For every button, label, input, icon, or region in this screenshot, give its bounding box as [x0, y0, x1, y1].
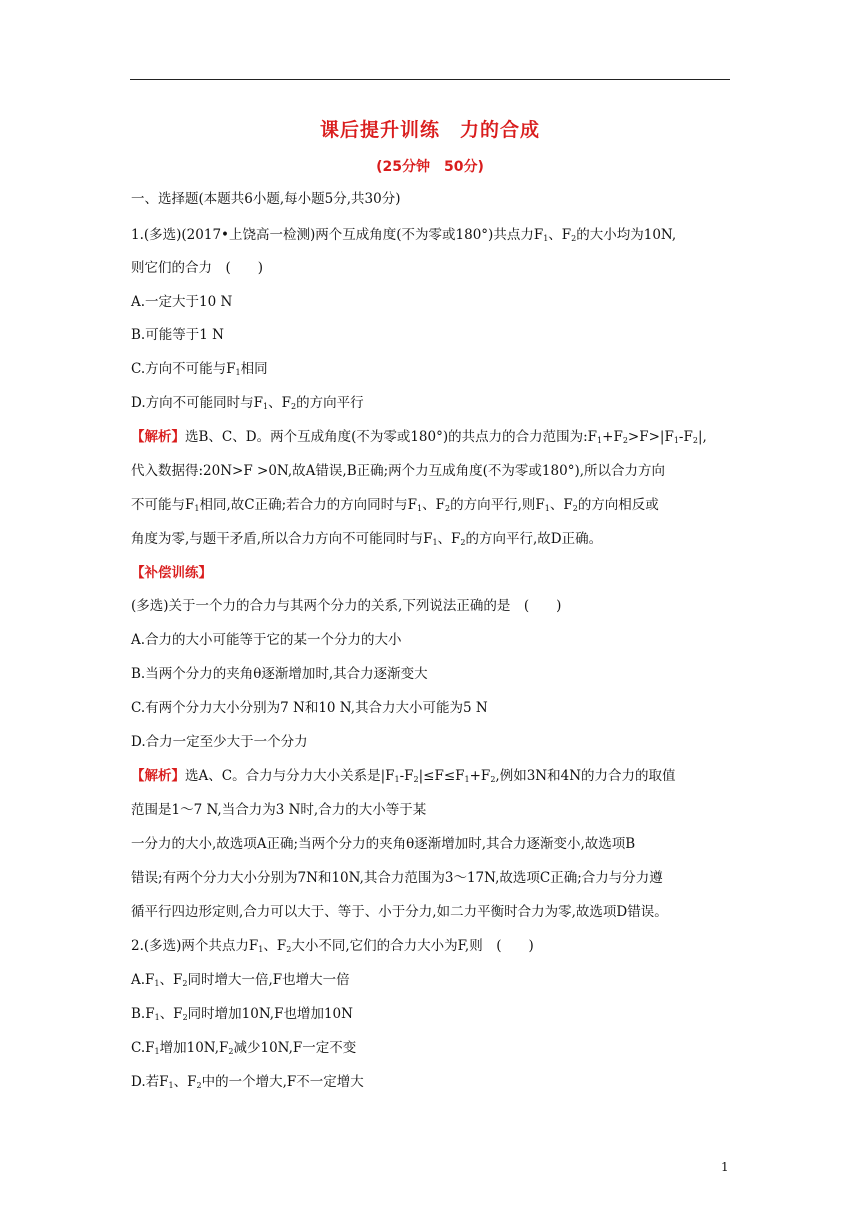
supp-option-a: A.合力的大小可能等于它的某一个分力的大小 — [131, 632, 402, 648]
supp-analysis-line2: 范围是1～7 N,当合力为3 N时,合力的大小等于某 — [131, 802, 427, 818]
supp-analysis-line1: 【解析】选A、C。合力与分力大小关系是$|F_1-F_2|\le F\le F_1+F_2$,例如3N和4N的力合力的取值 — [131, 768, 676, 784]
supplementary-tag: 【补偿训练】 — [131, 565, 212, 581]
page-title: 课后提升训练 力的合成 — [319, 119, 540, 141]
supp-analysis-line3: 一分力的大小,故选项A正确;当两个分力的夹角θ逐渐增加时,其合力逐渐变小,故选项B — [131, 836, 636, 852]
q1-option-c: C.方向不可能与$F_1$相同 — [131, 361, 268, 377]
supp-option-d: D.合力一定至少大于一个分力 — [131, 734, 308, 750]
q1-option-b: B.可能等于1 N — [131, 327, 224, 343]
q1-stem-line2: 则它们的合力 ( ) — [131, 260, 264, 276]
analysis-tag: 【解析】 — [131, 768, 185, 784]
q1-analysis-line4: 角度为零,与题干矛盾,所以合力方向不可能同时与$F_1$、$F_2$的方向平行,故D正确。 — [131, 531, 603, 547]
analysis-tag: 【解析】 — [131, 429, 185, 445]
q2-option-c: $C.F_1$增加$10N,F_2$减少10N,F一定不变 — [131, 1040, 357, 1056]
q2-stem: 2.(多选)两个共点力$F_1$、$F_2$大小不同,它们的合力大小为F,则 ( ) — [131, 938, 534, 954]
header-rule — [130, 79, 730, 80]
supp-stem: (多选)关于一个力的合力与其两个分力的关系,下列说法正确的是 ( ) — [131, 598, 562, 614]
q1-analysis-line1: 【解析】选B、C、D。两个互成角度(不为零或180°)的共点力的合力范围为$:F_1+F_2>F>|F_1-F_2|$, — [131, 429, 707, 445]
q1-option-d: D.方向不可能同时与$F_1$、$F_2$的方向平行 — [131, 395, 364, 411]
q1-stem-line1: 1.(多选)(2017•上饶高一检测)两个互成角度(不为零或180°)共点力$F_1$、$F_2$的大小均为10N, — [131, 227, 677, 243]
q1-option-a: A.一定大于10 N — [131, 294, 233, 310]
supp-analysis-line4: 错误;有两个分力大小分别为7N和10N,其合力范围为3～17N,故选项C正确;合力与分力遵 — [131, 870, 663, 886]
q2-option-d: D.若$F_1$、$F_2$中的一个增大,F不一定增大 — [131, 1074, 364, 1090]
page-subtitle: (25分钟 50分) — [376, 159, 484, 175]
supp-option-c: C.有两个分力大小分别为7 N和10 N,其合力大小可能为5 N — [131, 700, 488, 716]
page-number: 1 — [721, 1160, 729, 1174]
supp-analysis-line5: 循平行四边形定则,合力可以大于、等于、小于分力,如二力平衡时合力为零,故选项D错误。 — [131, 904, 668, 920]
q2-option-a: $A.F_1$、$F_2$同时增大一倍,F也增大一倍 — [131, 972, 350, 988]
q1-analysis-line3: 不可能与$F_1$相同,故C正确;若合力的方向同时与$F_1$、$F_2$的方向平行,则$F_1$、$F_2$的方向相反或 — [131, 497, 659, 513]
q1-analysis-line2: 代入数据得:20N>F >0N,故A错误,B正确;两个力互成角度(不为零或180°),所以合力方向 — [131, 463, 666, 479]
q2-option-b: $B.F_1$、$F_2$同时增加10N,F也增加10N — [131, 1006, 353, 1022]
section-header: 一、选择题(本题共6小题,每小题5分,共30分) — [131, 191, 401, 207]
supp-option-b: B.当两个分力的夹角θ逐渐增加时,其合力逐渐变大 — [131, 666, 428, 682]
